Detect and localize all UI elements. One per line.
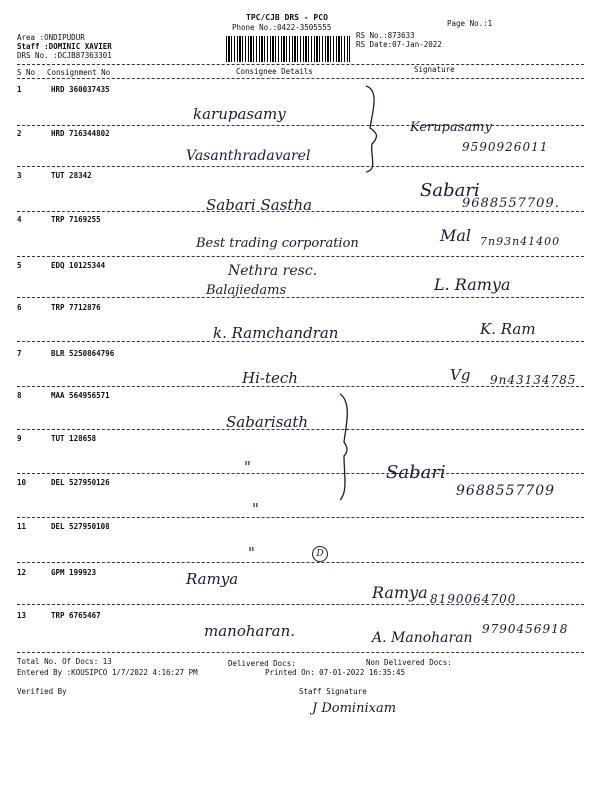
staff-signature-label: Staff Signature [299,687,367,696]
handwritten-consignee: Balajiedams [206,283,287,298]
row-sno: 11 [17,522,27,531]
handwritten-consignee: karupasamy [193,105,286,123]
recipient-phone: 8190064700 [430,592,517,606]
total-docs: Total No. Of Docs: 13 [17,657,112,666]
column-consignment: Consignment No [47,68,111,77]
circled-mark: D [312,546,328,562]
row-sno: 8 [17,391,22,400]
row-divider [17,256,584,257]
recipient-signature: Ramya [372,583,428,602]
entered-by: Entered By :KOUSIPCO 1/7/2022 4:16:27 PM [17,668,198,677]
recipient-signature: Sabari [386,462,446,483]
row-consignment: GPM 199923 [51,568,97,577]
column-signature: Signature [414,65,455,74]
row-consignment: TRP 7712876 [51,303,101,312]
row-divider [17,297,584,298]
ditto-mark: " [252,500,259,518]
row-consignment: TRP 6765467 [51,611,101,620]
barcode [226,36,350,62]
printed-on: Printed On: 07-01-2022 16:35:45 [265,668,405,677]
recipient-signature: Kerupasamy [410,120,492,135]
recipient-signature: K. Ram [480,320,536,338]
row-divider [17,652,584,653]
phone-number: Phone No.:0422-3505555 [232,23,332,32]
row-consignment: DEL 527950108 [51,522,110,531]
handwritten-consignee: Best trading corporation [196,236,359,251]
row-consignment: HRD 360037435 [51,85,110,94]
ditto-mark: " [248,544,255,562]
column-consignee: Consignee Details [236,67,313,76]
row-sno: 4 [17,215,22,224]
column-sno: S No [17,68,36,77]
rs-number: RS No.:873633 [356,31,415,40]
recipient-phone: 9688557709 [456,483,556,499]
row-sno: 13 [17,611,27,620]
row-consignment: TRP 7169255 [51,215,101,224]
handwritten-consignee: Vasanthradavarel [186,148,311,164]
recipient-signature: Sabari [420,180,480,201]
row-consignment: DEL 527950126 [51,478,110,487]
delivered-docs: Delivered Docs: [228,659,296,668]
recipient-phone: 7n93n41400 [480,235,561,248]
recipient-signature: L. Ramya [434,275,511,294]
handwritten-consignee: k. Ramchandran [213,324,339,342]
recipient-signature: Vg [450,366,471,384]
recipient-signature: Mal [440,226,472,245]
document-title: TPC/CJB DRS - PCO [246,13,328,22]
verified-by: Verified By [17,687,67,696]
staff-signature: J Dominixam [312,701,397,716]
row-sno: 3 [17,171,22,180]
row-divider [17,166,584,167]
brace-mark [336,392,356,502]
header-divider-bottom [17,78,584,79]
handwritten-consignee: Sabarisath [226,413,309,431]
page-number: Page No.:1 [447,19,493,28]
staff-label: Staff :DOMINIC XAVIER [17,42,112,51]
row-divider [17,562,584,563]
handwritten-consignee: manoharan. [204,622,296,640]
row-sno: 5 [17,261,22,270]
recipient-phone: 9688557709. [462,196,560,211]
row-sno: 10 [17,478,27,487]
row-divider [17,473,584,474]
handwritten-consignee: Hi-tech [242,369,298,387]
drs-number: DRS No. :DCJB87363301 [17,51,112,60]
handwritten-consignee: Ramya [186,570,239,588]
row-consignment: HRD 716344802 [51,129,110,138]
recipient-phone: 9590926011 [462,140,549,154]
row-sno: 7 [17,349,22,358]
ditto-mark: " [244,458,251,476]
row-consignment: EDQ 10125344 [51,261,106,270]
header-divider-top [17,64,584,65]
row-divider [17,125,584,126]
brace-mark [362,84,386,174]
row-sno: 9 [17,434,22,443]
row-consignment: TUT 128658 [51,434,97,443]
non-delivered-docs: Non Delivered Docs: [366,658,452,667]
area-label: Area :ONDIPUDUR [17,33,85,42]
rs-date: RS Date:07-Jan-2022 [356,40,442,49]
row-consignment: BLR 5250864796 [51,349,115,358]
row-sno: 6 [17,303,22,312]
row-divider [17,517,584,518]
recipient-phone: 9790456918 [482,622,569,636]
row-consignment: TUT 28342 [51,171,92,180]
handwritten-consignee: Sabari Sastha [206,196,313,214]
recipient-signature: A. Manoharan [372,630,473,646]
recipient-phone: 9n43134785 [490,373,577,387]
row-sno: 12 [17,568,27,577]
handwritten-consignee: Nethra resc. [228,263,318,279]
row-consignment: MAA 564956571 [51,391,110,400]
row-sno: 1 [17,85,22,94]
row-sno: 2 [17,129,22,138]
